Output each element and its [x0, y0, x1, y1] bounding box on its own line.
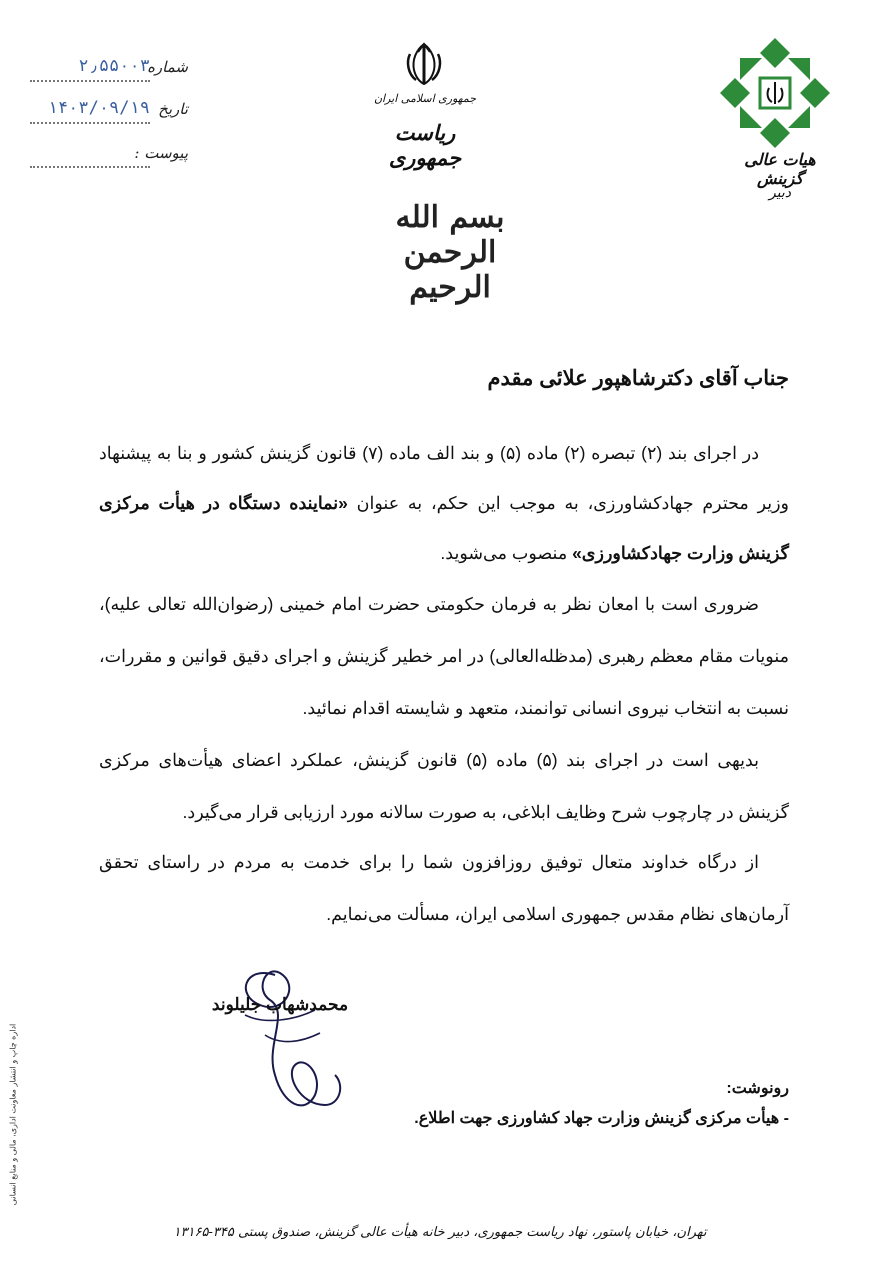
- number-dotted-line: [30, 80, 150, 82]
- recipient-line: جناب آقای دکترشاهپور علائی مقدم: [487, 367, 789, 390]
- footer-address: تهران، خیابان پاستور، نهاد ریاست جمهوری، دبیر خانه هیأت عالی گزینش، صندوق پستی ۳۴۵-۱۳۱۶۵: [173, 1225, 707, 1240]
- date-dotted-line: [30, 122, 150, 124]
- date-value: ۱۴۰۳/۰۹/۱۹: [47, 98, 150, 118]
- presidency-title: ریاست جمهوری: [388, 120, 462, 170]
- paragraph-duties: ضروری است با امعان نظر به فرمان حکومتی حضرت امام خمینی (رضوان‌الله تعالی علیه)، منویات مقام معظم رهبری (مدظله‌العالی) در امر خطیر گزینش و اجرای دقیق قوانین و مقررات، نسبت به انتخاب نیروی انسانی توانمند، متعهد و شایسته اقدام نمائید.: [99, 594, 789, 718]
- bismillah-calligraphy: بسم الله الرحمن الرحیم: [395, 200, 505, 305]
- iran-emblem-icon: [402, 40, 446, 88]
- side-print-note: اداره چاپ و انتشار معاونت اداری، مالی و منابع انسانی: [8, 1023, 18, 1206]
- paragraph-appointment: [99, 428, 789, 578]
- date-label: تاریخ: [158, 100, 188, 118]
- number-label: شماره: [147, 58, 188, 76]
- logo-caption: هیات عالی گزینش: [744, 150, 816, 188]
- number-value: ۲٫۵۵۰۰۳: [78, 56, 150, 76]
- letter-date-row: [28, 100, 188, 126]
- letter-attachment-row: [28, 144, 188, 170]
- paragraph-evaluation: بدیهی است در اجرای بند (۵) ماده (۵) قانون گزینش، عملکرد اعضای هیأت‌های مرکزی گزینش در چارچوب شرح وظایف ابلاغی، به صورت سالانه مورد ارزیابی قرار می‌گیرد.: [99, 750, 789, 822]
- attachment-dotted-line: [30, 166, 150, 168]
- cc-label: رونوشت:: [726, 1080, 789, 1097]
- center-subtitle: جمهوری اسلامی ایران: [373, 92, 477, 105]
- attachment-label: پیوست :: [134, 144, 188, 162]
- p1-position-title: «نماینده دستگاه در هیأت مرکزی گزینش وزارت جهادکشاورزی»: [99, 493, 789, 563]
- handwritten-signature: [205, 955, 355, 1125]
- selection-board-logo-icon: [720, 38, 830, 148]
- cc-item: - هیأت مرکزی گزینش وزارت جهاد کشاورزی جهت اطلاع.: [414, 1110, 789, 1127]
- paragraph-closing: از درگاه خداوند متعال توفیق روزافزون شما را برای خدمت به مردم در راستای تحقق آرمان‌های نظام مقدس جمهوری اسلامی ایران، مسألت می‌نمایم.: [99, 852, 789, 924]
- logo-subcaption: دبیر: [768, 185, 792, 201]
- letter-number-row: [28, 58, 188, 84]
- p1-text-before: در اجرای بند (۲) تبصره (۲) ماده (۵) و بند الف ماده (۷) قانون گزینش کشور و بنا به پیشنهاد وزیر محترم جهادکشاورزی، به موجب این حکم، به عنوان: [99, 443, 790, 513]
- signer-name: محمدشهاب جلیلوند: [211, 995, 349, 1014]
- p1-text-after: منصوب می‌شوید.: [440, 543, 573, 563]
